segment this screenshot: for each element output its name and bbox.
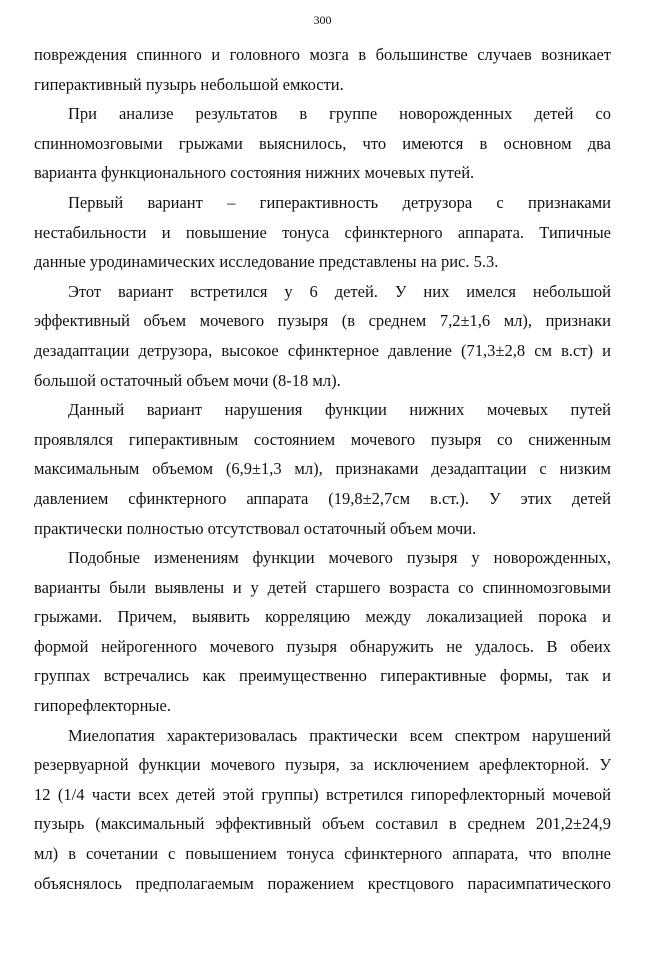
paragraph-start-line: Первый вариант – гиперактивность детрузора с признаками — [68, 192, 611, 212]
text-line: повреждения спинного и головного мозга в большинстве случаев возникает — [34, 45, 611, 64]
text-line: гиперактивный пузырь небольшой емкости. — [34, 74, 344, 94]
text-line: группах встречались как преимущественно гиперактивные формы, так и — [34, 666, 611, 686]
text-line: формой нейрогенного мочевого пузыря обнаружить не удалось. В обеих — [34, 636, 611, 656]
text-line: пузырь (максимальный эффективный объем составил в среднем 201,2±24,9 — [34, 814, 611, 834]
text-line: проявлялся гиперактивным состоянием мочевого пузыря со сниженным — [34, 429, 611, 449]
text-line: грыжами. Причем, выявить корреляцию между локализацией порока и — [34, 607, 611, 627]
text-line: 12 (1/4 части всех детей этой группы) встретился гипорефлекторный мочевой — [34, 784, 611, 804]
text-line: мл) в сочетании с повышением тонуса сфинктерного аппарата, что вполне — [34, 844, 611, 864]
paragraph-start-line: Этот вариант встретился у 6 детей. У них имелся небольшой — [68, 281, 611, 301]
paragraph-start-line: Миелопатия характеризовалась практически всем спектром нарушений — [68, 725, 611, 745]
text-line: спинномозговыми грыжами выяснилось, что имеются в основном два — [34, 133, 611, 153]
text-line: практически полностью отсутствовал остаточный объем мочи. — [34, 518, 477, 538]
text-line: большой остаточный объем мочи (8-18 мл). — [34, 370, 341, 390]
text-line: варианты были выявлены и у детей старшего возраста со спинномозговыми — [34, 577, 611, 597]
text-line: резервуарной функции мочевого пузыря, за исключением арефлекторной. У — [34, 755, 611, 775]
text-line: гипорефлекторные. — [34, 696, 171, 716]
text-line: эффективный объем мочевого пузыря (в среднем 7,2±1,6 мл), признаки — [34, 311, 611, 331]
text-line: дезадаптации детрузора, высокое сфинктерное давление (71,3±2,8 см в.ст) и — [34, 340, 611, 360]
page-number: 300 — [313, 13, 332, 27]
text-line: максимальным объемом (6,9±1,3 мл), признаками дезадаптации с низким — [34, 459, 611, 479]
text-line: давлением сфинктерного аппарата (19,8±2,7см в.ст.). У этих детей — [34, 488, 611, 508]
text-line: объяснялось предполагаемым поражением крестцового парасимпатического — [34, 873, 611, 893]
text-line: нестабильности и повышение тонуса сфинктерного аппарата. Типичные — [34, 222, 611, 242]
text-line: варианта функционального состояния нижних мочевых путей. — [34, 163, 475, 183]
paragraph-start-line: Подобные изменениям функции мочевого пузыря у новорожденных, — [68, 548, 611, 568]
paragraph-start-line: Данный вариант нарушения функции нижних мочевых путей — [68, 400, 611, 420]
body-text — [34, 40, 611, 898]
text-line: данные уродинамических исследование представлены на рис. 5.3. — [34, 252, 499, 272]
paragraph-start-line: При анализе результатов в группе новорожденных детей со — [68, 104, 611, 124]
